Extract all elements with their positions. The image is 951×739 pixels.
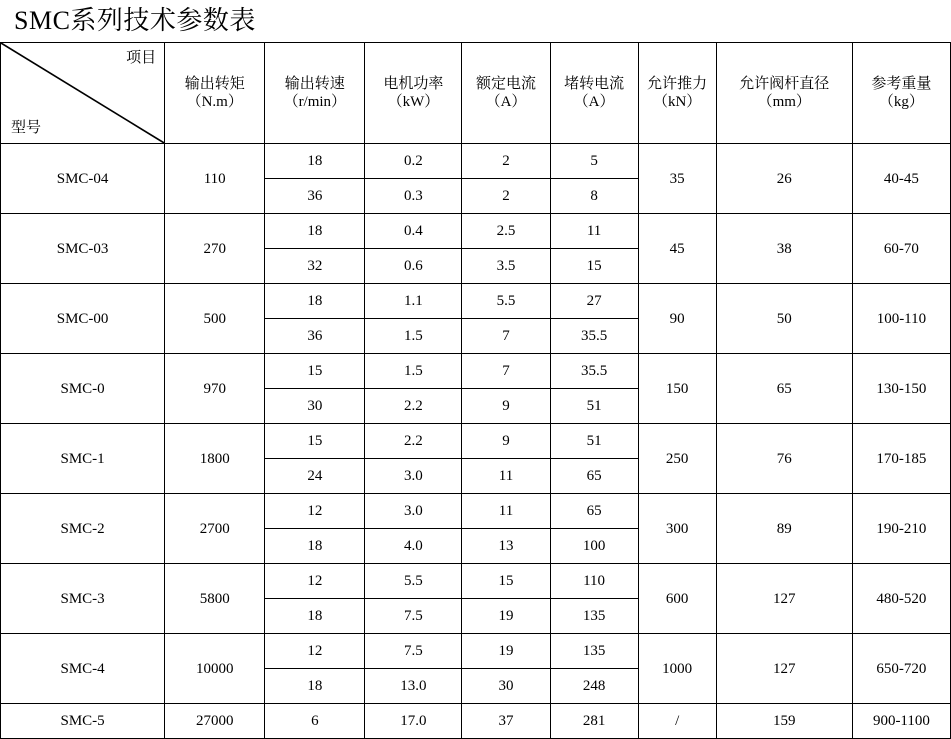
cell-model: SMC-4 (1, 634, 165, 704)
cell-speed: 36 (265, 319, 365, 354)
cell-reference-weight: 40-45 (852, 144, 950, 214)
cell-power: 2.2 (365, 389, 462, 424)
cell-lock: 27 (550, 284, 638, 319)
cell-reference-weight: 480-520 (852, 564, 950, 634)
cell-speed: 24 (265, 459, 365, 494)
cell-speed: 18 (265, 599, 365, 634)
cell-output-torque: 10000 (165, 634, 265, 704)
cell-speed: 30 (265, 389, 365, 424)
header-locked-current (550, 43, 638, 144)
cell-current: 11 (462, 459, 550, 494)
header-model-label: 型号 (11, 120, 42, 136)
cell-output-torque: 500 (165, 284, 265, 354)
cell-reference-weight: 100-110 (852, 284, 950, 354)
cell-speed: 12 (265, 634, 365, 669)
cell-model: SMC-04 (1, 144, 165, 214)
cell-speed: 18 (265, 284, 365, 319)
header-allowed-thrust (638, 43, 716, 144)
cell-allowed-stem-diameter: 159 (716, 704, 852, 739)
header-allowed-stem-diameter-line1: 允许阀杆直径 (739, 76, 830, 92)
cell-power: 2.2 (365, 424, 462, 459)
cell-current: 5.5 (462, 284, 550, 319)
table-row (1, 494, 951, 529)
cell-reference-weight: 190-210 (852, 494, 950, 564)
cell-speed: 32 (265, 249, 365, 284)
cell-allowed-thrust: 1000 (638, 634, 716, 704)
cell-lock: 135 (550, 634, 638, 669)
cell-allowed-stem-diameter: 50 (716, 284, 852, 354)
header-item-label: 项目 (126, 50, 157, 66)
header-corner-cell (1, 43, 165, 144)
cell-allowed-stem-diameter: 76 (716, 424, 852, 494)
header-allowed-stem-diameter (716, 43, 852, 144)
cell-reference-weight: 60-70 (852, 214, 950, 284)
cell-allowed-thrust: / (638, 704, 716, 739)
cell-output-torque: 5800 (165, 564, 265, 634)
cell-model: SMC-03 (1, 214, 165, 284)
cell-power: 1.1 (365, 284, 462, 319)
header-output-torque (165, 43, 265, 144)
cell-power: 4.0 (365, 529, 462, 564)
cell-current: 13 (462, 529, 550, 564)
cell-speed: 6 (265, 704, 365, 739)
cell-lock: 248 (550, 669, 638, 704)
cell-speed: 18 (265, 669, 365, 704)
cell-lock: 11 (550, 214, 638, 249)
cell-current: 19 (462, 599, 550, 634)
cell-speed: 18 (265, 144, 365, 179)
header-motor-power (365, 43, 462, 144)
cell-allowed-thrust: 150 (638, 354, 716, 424)
table-row (1, 704, 951, 739)
cell-power: 3.0 (365, 494, 462, 529)
cell-speed: 12 (265, 564, 365, 599)
cell-power: 5.5 (365, 564, 462, 599)
cell-allowed-stem-diameter: 89 (716, 494, 852, 564)
header-rated-current-line2: （A） (485, 94, 527, 110)
cell-speed: 15 (265, 424, 365, 459)
table-row (1, 424, 951, 459)
cell-power: 0.3 (365, 179, 462, 214)
cell-allowed-stem-diameter: 38 (716, 214, 852, 284)
cell-output-torque: 1800 (165, 424, 265, 494)
cell-current: 19 (462, 634, 550, 669)
header-reference-weight (852, 43, 950, 144)
header-reference-weight-line2: （kg） (878, 94, 924, 110)
cell-allowed-stem-diameter: 127 (716, 564, 852, 634)
cell-allowed-thrust: 90 (638, 284, 716, 354)
cell-power: 0.6 (365, 249, 462, 284)
cell-lock: 110 (550, 564, 638, 599)
cell-power: 0.4 (365, 214, 462, 249)
cell-lock: 281 (550, 704, 638, 739)
cell-lock: 65 (550, 494, 638, 529)
cell-power: 1.5 (365, 354, 462, 389)
cell-lock: 65 (550, 459, 638, 494)
cell-reference-weight: 130-150 (852, 354, 950, 424)
cell-current: 9 (462, 424, 550, 459)
cell-current: 15 (462, 564, 550, 599)
cell-model: SMC-0 (1, 354, 165, 424)
cell-reference-weight: 900-1100 (852, 704, 950, 739)
cell-power: 17.0 (365, 704, 462, 739)
cell-current: 7 (462, 319, 550, 354)
header-rated-current (462, 43, 550, 144)
cell-model: SMC-00 (1, 284, 165, 354)
table-row (1, 354, 951, 389)
cell-output-torque: 970 (165, 354, 265, 424)
cell-power: 0.2 (365, 144, 462, 179)
table-row (1, 214, 951, 249)
cell-speed: 36 (265, 179, 365, 214)
cell-output-torque: 110 (165, 144, 265, 214)
cell-current: 2 (462, 179, 550, 214)
cell-speed: 12 (265, 494, 365, 529)
table-row (1, 284, 951, 319)
cell-current: 3.5 (462, 249, 550, 284)
header-locked-current-line1: 堵转电流 (564, 76, 625, 92)
cell-lock: 8 (550, 179, 638, 214)
cell-model: SMC-2 (1, 494, 165, 564)
header-motor-power-line1: 电机功率 (383, 76, 444, 92)
cell-power: 7.5 (365, 599, 462, 634)
table-body (1, 144, 951, 739)
page-title: SMC系列技术参数表 (14, 6, 256, 35)
cell-output-torque: 27000 (165, 704, 265, 739)
cell-output-torque: 270 (165, 214, 265, 284)
cell-reference-weight: 170-185 (852, 424, 950, 494)
header-output-torque-line2: （N.m） (186, 94, 243, 110)
header-row (1, 43, 951, 144)
cell-allowed-thrust: 35 (638, 144, 716, 214)
cell-current: 7 (462, 354, 550, 389)
cell-model: SMC-5 (1, 704, 165, 739)
cell-allowed-thrust: 600 (638, 564, 716, 634)
cell-current: 2 (462, 144, 550, 179)
cell-lock: 51 (550, 389, 638, 424)
cell-current: 2.5 (462, 214, 550, 249)
cell-allowed-stem-diameter: 127 (716, 634, 852, 704)
cell-current: 37 (462, 704, 550, 739)
cell-model: SMC-3 (1, 564, 165, 634)
header-output-speed-line1: 输出转速 (284, 76, 345, 92)
cell-lock: 15 (550, 249, 638, 284)
header-rated-current-line1: 额定电流 (475, 76, 536, 92)
header-output-speed (265, 43, 365, 144)
header-output-torque-line1: 输出转矩 (184, 76, 245, 92)
cell-lock: 100 (550, 529, 638, 564)
cell-power: 7.5 (365, 634, 462, 669)
cell-lock: 51 (550, 424, 638, 459)
table-header (1, 43, 951, 144)
cell-speed: 18 (265, 529, 365, 564)
header-locked-current-line2: （A） (573, 94, 615, 110)
table-row (1, 564, 951, 599)
cell-lock: 135 (550, 599, 638, 634)
cell-speed: 15 (265, 354, 365, 389)
cell-power: 13.0 (365, 669, 462, 704)
cell-power: 1.5 (365, 319, 462, 354)
header-allowed-thrust-line2: （kN） (652, 94, 702, 110)
header-allowed-thrust-line1: 允许推力 (647, 76, 708, 92)
cell-speed: 18 (265, 214, 365, 249)
header-allowed-stem-diameter-line2: （mm） (757, 94, 811, 110)
cell-reference-weight: 650-720 (852, 634, 950, 704)
cell-allowed-stem-diameter: 26 (716, 144, 852, 214)
cell-allowed-thrust: 250 (638, 424, 716, 494)
cell-output-torque: 2700 (165, 494, 265, 564)
cell-allowed-stem-diameter: 65 (716, 354, 852, 424)
cell-allowed-thrust: 300 (638, 494, 716, 564)
cell-model: SMC-1 (1, 424, 165, 494)
cell-current: 30 (462, 669, 550, 704)
header-reference-weight-line1: 参考重量 (871, 76, 932, 92)
cell-power: 3.0 (365, 459, 462, 494)
cell-allowed-thrust: 45 (638, 214, 716, 284)
cell-lock: 5 (550, 144, 638, 179)
spec-table (0, 42, 951, 739)
cell-current: 11 (462, 494, 550, 529)
header-motor-power-line2: （kW） (387, 94, 440, 110)
table-row (1, 144, 951, 179)
cell-current: 9 (462, 389, 550, 424)
header-output-speed-line2: （r/min） (283, 94, 347, 110)
table-row (1, 634, 951, 669)
cell-lock: 35.5 (550, 354, 638, 389)
cell-lock: 35.5 (550, 319, 638, 354)
